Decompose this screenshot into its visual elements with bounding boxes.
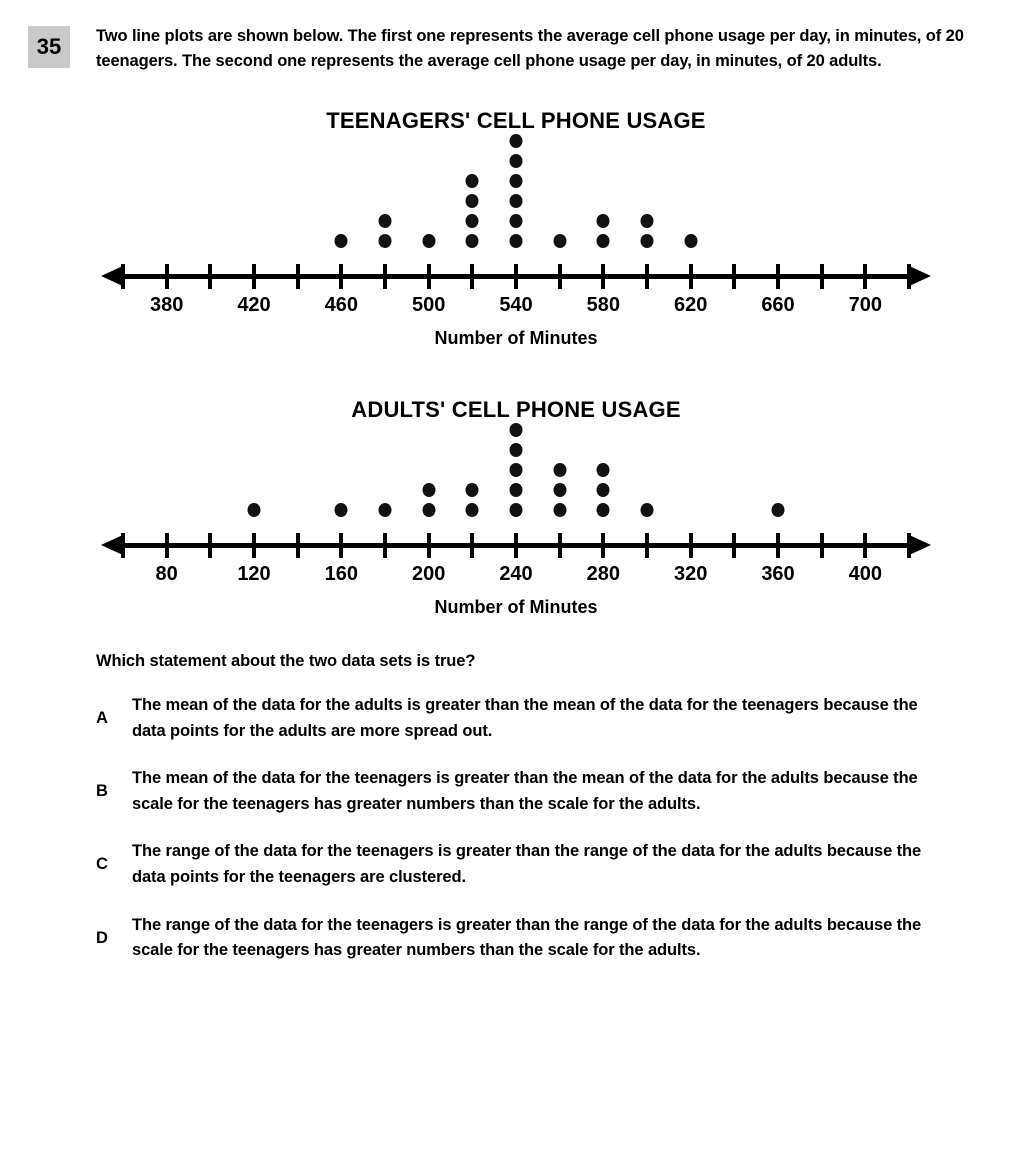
axis-tick — [776, 264, 780, 289]
data-point-dot — [641, 214, 654, 228]
axis-caption-teenagers: Number of Minutes — [434, 328, 598, 349]
axis-tick — [427, 533, 431, 558]
answer-choice-text: The mean of the data for the adults is greater than the mean of the data for the teenagers because the data points for the adults are more spread out. — [132, 696, 918, 740]
data-point-dot — [684, 234, 697, 248]
data-point-dot — [641, 234, 654, 248]
axis-tick — [907, 533, 911, 558]
axis-tick — [863, 264, 867, 289]
data-point-dot — [466, 483, 479, 497]
data-point-dot — [510, 154, 523, 168]
data-point-dot — [335, 234, 348, 248]
data-point-dot — [553, 234, 566, 248]
axis-tick — [339, 533, 343, 558]
axis-tick — [165, 533, 169, 558]
data-point-dot — [772, 503, 785, 517]
axis-tick-label: 120 — [237, 563, 271, 586]
axis-tick-label: 360 — [761, 563, 795, 586]
data-point-dot — [641, 503, 654, 517]
axis-tick — [121, 264, 125, 289]
axis-tick-label: 460 — [324, 294, 359, 317]
plot-title-teenagers: TEENAGERS' CELL PHONE USAGE — [326, 108, 706, 134]
data-point-dot — [510, 423, 523, 437]
axis-tick-label: 240 — [499, 563, 533, 586]
data-point-dot — [379, 234, 392, 248]
data-point-dot — [466, 174, 479, 188]
data-point-dot — [553, 503, 566, 517]
number-line-teenagers — [101, 260, 931, 294]
data-point-dot — [510, 134, 523, 148]
axis-tick-label: 160 — [324, 563, 359, 586]
data-point-dot — [466, 194, 479, 208]
axis-tick — [470, 533, 474, 558]
axis-tick — [645, 533, 649, 558]
answer-choice-letter: A — [96, 709, 108, 728]
axis-tick-label: 200 — [411, 563, 446, 586]
data-point-dot — [597, 483, 610, 497]
data-point-dot — [597, 503, 610, 517]
axis-tick-label: 540 — [499, 294, 533, 317]
answer-choice-text: The range of the data for the teenagers is greater than the range of the data for the adults because the scale for the teenagers has greater numbers than the scale for the adults. — [132, 915, 922, 960]
plot-area-adults — [101, 423, 931, 618]
axis-tick-label: 660 — [761, 294, 795, 317]
question-number-badge: 35 — [28, 26, 70, 68]
data-point-dot — [422, 483, 435, 497]
plot-area-teenagers — [101, 134, 931, 349]
axis-tick — [165, 264, 169, 289]
dot-stack-layer-adults — [101, 423, 931, 529]
data-point-dot — [597, 214, 610, 228]
axis-tick-label: 80 — [155, 563, 178, 586]
axis-tick — [339, 264, 343, 289]
answer-choice-b[interactable] — [96, 766, 992, 817]
axis-tick — [689, 533, 693, 558]
data-point-dot — [510, 443, 523, 457]
axis-tick — [383, 264, 387, 289]
axis-tick — [558, 264, 562, 289]
data-point-dot — [597, 234, 610, 248]
axis-tick — [907, 264, 911, 289]
axis-tick — [732, 264, 736, 289]
answer-choice-text: The range of the data for the teenagers is greater than the range of the data for the adults because the data points for the teenagers are clustered. — [132, 842, 922, 886]
axis-tick-label: 380 — [149, 294, 184, 317]
axis-tick — [820, 533, 824, 558]
data-point-dot — [510, 503, 523, 517]
axis-tick — [863, 533, 867, 558]
data-point-dot — [248, 503, 261, 517]
data-point-dot — [466, 503, 479, 517]
data-point-dot — [379, 503, 392, 517]
axis-tick-labels-adults — [101, 563, 931, 591]
axis-tick — [208, 264, 212, 289]
answer-choice-text: The mean of the data for the teenagers is greater than the mean of the data for the adults because the scale for the teenagers has greater numbers than the scale for the adults. — [132, 769, 918, 813]
axis-tick — [776, 533, 780, 558]
plot-title-adults: ADULTS' CELL PHONE USAGE — [351, 397, 681, 423]
axis-tick — [514, 533, 518, 558]
answer-choice-d[interactable] — [96, 913, 992, 964]
answer-choice-letter: C — [96, 855, 108, 874]
axis-tick — [514, 264, 518, 289]
data-point-dot — [379, 214, 392, 228]
axis-tick — [427, 264, 431, 289]
axis-tick — [470, 264, 474, 289]
data-point-dot — [597, 463, 610, 477]
data-point-dot — [553, 483, 566, 497]
line-plot-adults — [0, 397, 1032, 618]
data-point-dot — [422, 503, 435, 517]
data-point-dot — [510, 174, 523, 188]
axis-tick-label: 420 — [237, 294, 271, 317]
axis-tick-label: 620 — [673, 294, 708, 317]
axis-tick-label: 320 — [673, 563, 708, 586]
axis-tick — [645, 264, 649, 289]
axis-tick — [383, 533, 387, 558]
axis-tick — [121, 533, 125, 558]
axis-tick-label: 400 — [848, 563, 883, 586]
number-line-adults — [101, 529, 931, 563]
axis-tick — [252, 533, 256, 558]
axis-tick-label: 580 — [586, 294, 621, 317]
data-point-dot — [335, 503, 348, 517]
axis-tick-labels-teenagers — [101, 294, 931, 322]
axis-tick — [296, 264, 300, 289]
axis-tick — [601, 264, 605, 289]
axis-tick — [252, 264, 256, 289]
question-stem-text: Two line plots are shown below. The first one represents the average cell phone usage per day, in minutes, of 20 teenagers. The second one represents the average cell phone usage per day, in minutes, of 20 adults. — [96, 27, 964, 71]
axis-tick — [296, 533, 300, 558]
axis-tick — [732, 533, 736, 558]
question-prompt: Which statement about the two data sets is true? — [96, 652, 476, 671]
data-point-dot — [510, 483, 523, 497]
data-point-dot — [553, 463, 566, 477]
answer-choice-letter: B — [96, 782, 108, 801]
data-point-dot — [422, 234, 435, 248]
axis-tick — [208, 533, 212, 558]
axis-tick-label: 280 — [586, 563, 621, 586]
axis-tick — [558, 533, 562, 558]
axis-tick-label: 700 — [848, 294, 883, 317]
axis-tick-label: 500 — [411, 294, 446, 317]
data-point-dot — [510, 194, 523, 208]
data-point-dot — [466, 214, 479, 228]
data-point-dot — [466, 234, 479, 248]
data-point-dot — [510, 214, 523, 228]
axis-tick — [601, 533, 605, 558]
answer-choice-list — [96, 693, 992, 964]
line-plot-teenagers — [0, 108, 1032, 349]
question-and-choices — [0, 652, 1032, 964]
axis-tick — [820, 264, 824, 289]
dot-stack-layer-teenagers — [101, 134, 931, 260]
answer-choice-a[interactable] — [96, 693, 992, 744]
question-stem-row — [0, 0, 1032, 74]
answer-choice-c[interactable] — [96, 839, 992, 890]
data-point-dot — [510, 463, 523, 477]
axis-caption-adults: Number of Minutes — [434, 597, 598, 618]
answer-choice-letter: D — [96, 928, 108, 947]
data-point-dot — [510, 234, 523, 248]
axis-tick — [689, 264, 693, 289]
